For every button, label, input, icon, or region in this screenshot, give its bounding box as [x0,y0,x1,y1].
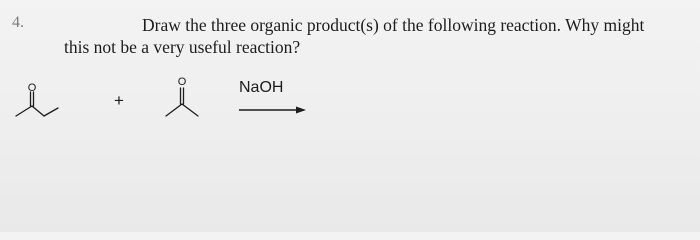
plus-sign: + [114,91,124,110]
reagent-label: NaOH [239,79,284,96]
question-number: 4. [12,14,24,31]
question-line-2: this not be a very useful reaction? [64,37,301,57]
reactant-1-structure [16,92,58,116]
question-line-1: Draw the three organic product(s) of the following reaction. Why might [142,15,645,35]
reactant-2-structure [166,88,198,116]
reactant-1-oxygen-label: O [27,82,37,94]
reactant-2-oxygen-label: O [177,76,187,88]
reaction-arrow [239,107,306,114]
